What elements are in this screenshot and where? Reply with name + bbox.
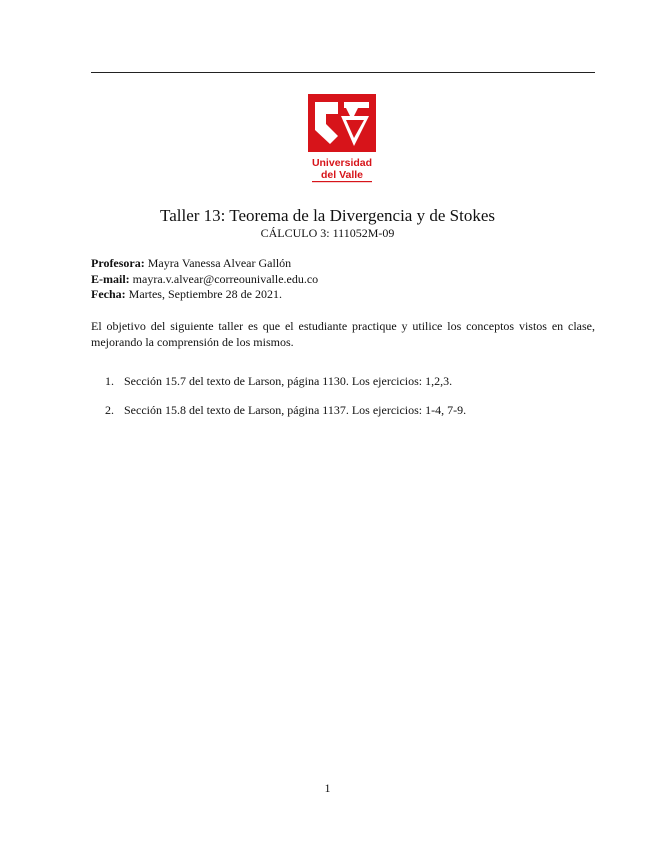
info-professor: [91, 256, 595, 272]
list-item-text: Sección 15.7 del texto de Larson, página 1130. Los ejercicios: 1,2,3.: [124, 374, 453, 388]
page-number: 1: [324, 781, 331, 795]
logo-text-line2: del Valle: [320, 169, 364, 181]
list-item: [105, 374, 595, 389]
info-value: Mayra Vanessa Alvear Gallón: [147, 256, 292, 270]
info-date: [91, 287, 595, 303]
course-subtitle: CÁLCULO 3: 111052M-09: [260, 226, 395, 240]
header-rule: [91, 72, 595, 73]
info-value: mayra.v.alvear@correounivalle.edu.co: [132, 271, 319, 286]
logo-text-line1: Universidad: [311, 157, 373, 169]
info-email: [91, 272, 595, 288]
list-item: [105, 403, 595, 418]
info-value: Martes, Septiembre 28 de 2021.: [128, 287, 282, 301]
info-block: [91, 256, 595, 303]
intro-paragraph: El objetivo del siguiente taller es que el estudiante practique y utilice los conceptos vistos en clase, mejorando la comprensión de los mismos.: [91, 319, 595, 349]
info-label: E-mail:: [91, 271, 130, 286]
list-item-number: 2.: [105, 403, 114, 417]
document-title: Taller 13: Teorema de la Divergencia y de Stokes: [160, 206, 495, 225]
list-item-number: 1.: [105, 374, 114, 388]
info-label: Profesora:: [91, 256, 145, 270]
info-label: Fecha:: [91, 287, 126, 301]
exercise-list: [105, 374, 595, 432]
list-item-text: Sección 15.8 del texto de Larson, página 1137. Los ejercicios: 1-4, 7-9.: [124, 403, 467, 417]
logo-graphic: [308, 94, 376, 186]
university-logo: [308, 94, 376, 186]
